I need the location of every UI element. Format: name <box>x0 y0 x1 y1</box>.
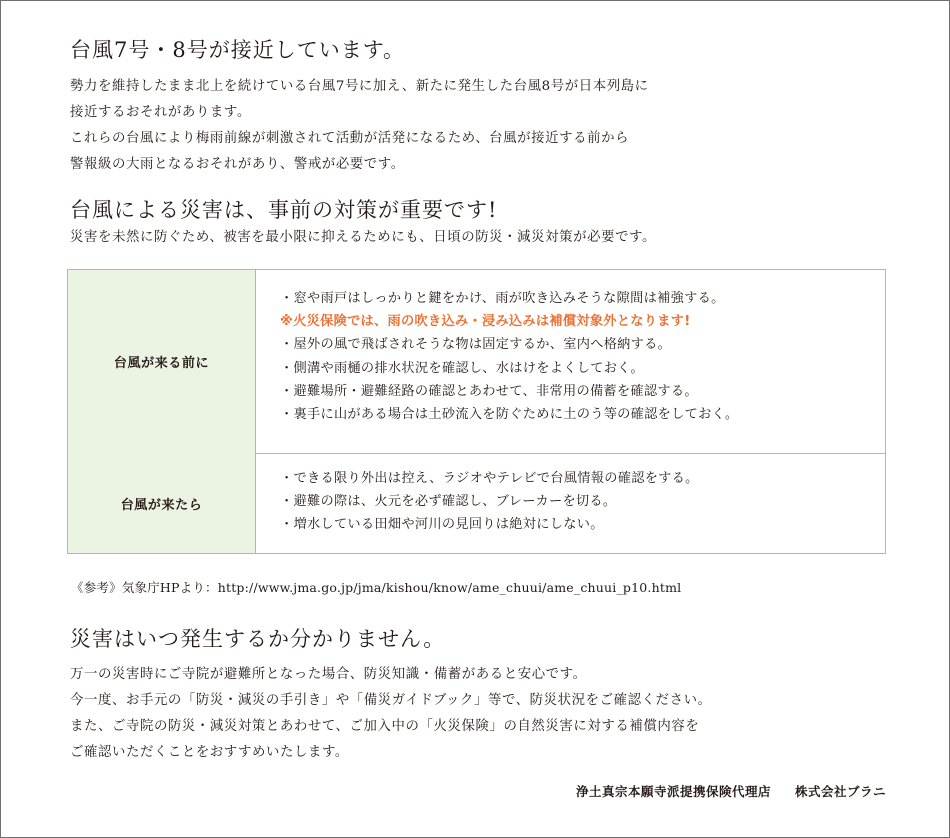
insurance-warning-note: ※火災保険では、雨の吹き込み・浸み込みは補償対象外となります! <box>280 314 691 330</box>
row-body-before-typhoon <box>256 270 885 453</box>
list-item: ・裏手に山がある場合は土砂流入を防ぐために土のう等の確認をしておく。 <box>280 407 739 423</box>
list-item: ・できる限り外出は控え、ラジオやテレビで台風情報の確認をする。 <box>280 471 699 486</box>
intro-line: これらの台風により梅雨前線が刺激されて活動が活発になるため、台風が接近する前から <box>70 131 630 146</box>
heading-advance-measures: 台風による災害は、事前の対策が重要です! <box>70 198 498 222</box>
reference-source: 気象庁HPより： <box>121 580 218 595</box>
checklist <box>280 287 738 426</box>
list-item: ・窓や雨戸はしっかりと鍵をかけ、雨が吹き込みそうな隙間は補強する。 <box>280 291 725 306</box>
closing-line: 今一度、お手元の「防災・減災の手引き」や「備災ガイドブック」等で、防災状況をご確認ください。 <box>70 693 712 708</box>
row-body-typhoon-arrived <box>256 453 885 553</box>
closing-line: 万一の災害時にご寺院が避難所となった場合、防災知識・備蓄があると安心です。 <box>70 667 587 682</box>
intro-line: 勢力を維持したまま北上を続けている台風7号に加え、新たに発生した台風8号が日本列島に <box>70 79 649 94</box>
reference-label: 《参考》 <box>71 580 122 595</box>
reference-line <box>71 578 681 596</box>
intro-paragraph <box>70 74 649 178</box>
reference-url-link[interactable]: http://www.jma.go.jp/jma/kishou/know/ame_chuui/ame_chuui_p10.html <box>217 580 682 595</box>
row-header-before-typhoon: 台風が来る前に <box>68 270 256 453</box>
footer-signature <box>576 782 886 800</box>
row-header-typhoon-arrived: 台風が来たら <box>68 453 256 553</box>
heading-disaster-unpredictable: 災害はいつ発生するか分かりません。 <box>70 627 446 651</box>
measures-lead: 災害を未然に防ぐため、被害を最小限に抑えるためにも、日頃の防災・減災対策が必要です。 <box>70 230 656 245</box>
list-item: ・屋外の風で飛ばされそうな物は固定するか、室内へ格納する。 <box>280 337 672 353</box>
agency-name: 浄土真宗本願寺派提携保険代理店 <box>575 784 771 799</box>
list-item: ・避難の際は、火元を必ず確認し、ブレーカーを切る。 <box>280 494 617 510</box>
heading-typhoon-approach: 台風7号・8号が接近しています。 <box>70 38 406 62</box>
list-item: ・側溝や雨樋の排水状況を確認し、水はけをよくしておく。 <box>280 360 644 376</box>
list-item: ・増水している田畑や河川の見回りは絶対にしない。 <box>280 517 604 533</box>
closing-paragraph <box>70 662 712 766</box>
checklist <box>280 467 699 537</box>
list-item: ・避難場所・避難経路の確認とあわせて、非常用の備蓄を確認する。 <box>280 383 698 399</box>
intro-line: 接近するおそれがあります。 <box>70 105 251 120</box>
table-row <box>68 453 885 553</box>
intro-line: 警報級の大雨となるおそれがあり、警戒が必要です。 <box>70 157 405 172</box>
company-name: 株式会社ブラニ <box>794 784 886 799</box>
closing-line: ご確認いただくことをおすすめいたします。 <box>70 745 349 760</box>
closing-line: また、ご寺院の防災・減災対策とあわせて、ご加入中の「火災保険」の自然災害に対する補償内容を <box>70 719 700 734</box>
measures-table <box>67 269 886 554</box>
table-row <box>68 270 885 454</box>
